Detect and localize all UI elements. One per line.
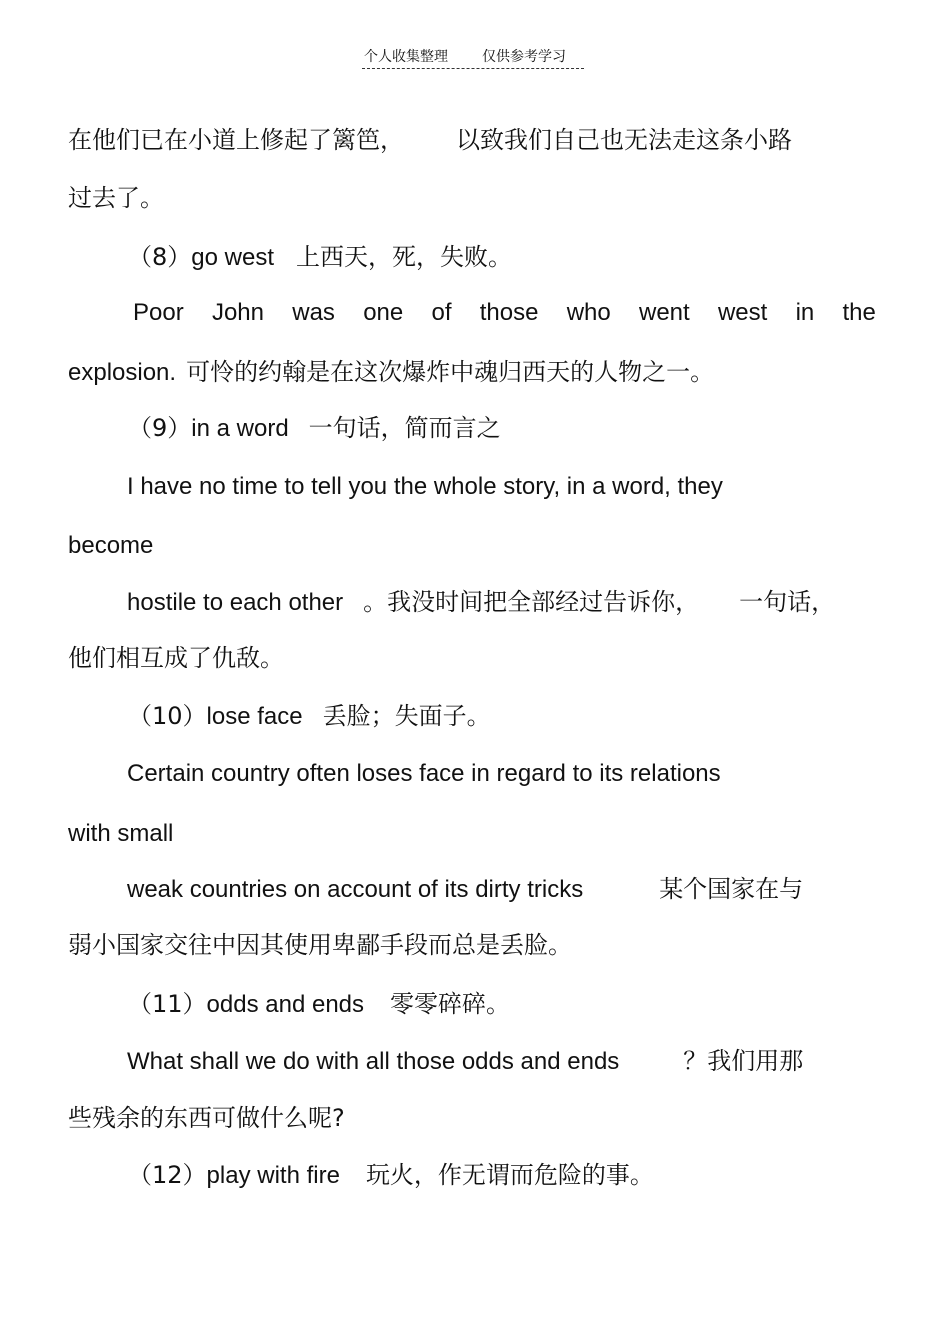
- text-segment: 过去了。: [68, 184, 164, 212]
- word: John: [211, 299, 264, 326]
- example-line: [68, 357, 714, 388]
- entry-number: （10）: [128, 702, 207, 730]
- word: who: [566, 299, 611, 326]
- word: west: [717, 299, 768, 326]
- text-segment: 某个国家在与: [659, 875, 804, 903]
- example-line: [127, 874, 803, 905]
- text-segment: 他们相互成了仇敌。: [68, 644, 284, 672]
- example-line: [68, 643, 284, 673]
- text-segment: 以致我们自己也无法走这条小路: [456, 126, 792, 154]
- entry-meaning: 上西天，死，失败。: [296, 243, 512, 271]
- text-segment: ？我们用那: [683, 1047, 804, 1075]
- text-segment: 在他们已在小道上修起了篱笆，: [68, 126, 404, 154]
- text-segment: with small: [68, 820, 174, 847]
- text-segment: explosion.: [68, 359, 177, 386]
- text-segment: become: [68, 532, 154, 559]
- entry-phrase: odds and ends: [206, 991, 365, 1018]
- entry-meaning: 零零碎碎。: [390, 990, 511, 1018]
- example-line-justified: [133, 298, 876, 328]
- entry-heading-9: [128, 413, 501, 444]
- entry-meaning: 丢脸；失面子。: [322, 702, 491, 730]
- entry-number: （11）: [128, 990, 207, 1018]
- entry-phrase: play with fire: [206, 1162, 340, 1189]
- entry-number: （12）: [128, 1161, 207, 1189]
- paragraph-line: [68, 125, 792, 155]
- paragraph-line: [68, 183, 164, 213]
- page-header: [362, 46, 584, 69]
- text-segment: I have no time to tell you the whole story, in a word, they: [127, 473, 723, 500]
- text-segment: 些残余的东西可做什么呢?: [68, 1104, 345, 1132]
- word: went: [639, 299, 690, 326]
- text-segment: Certain country often loses face in regard to its relations: [127, 760, 721, 787]
- header-left-text: 个人收集整理: [364, 49, 448, 65]
- word: of: [431, 299, 452, 326]
- word: the: [842, 299, 876, 326]
- example-line: [127, 759, 721, 789]
- word: Poor: [133, 299, 184, 326]
- text-segment: 。我没时间把全部经过告诉你，: [363, 588, 700, 616]
- text-segment: 弱小国家交往中因其使用卑鄙手段而总是丢脸。: [68, 931, 572, 959]
- word: one: [363, 299, 404, 326]
- entry-phrase: go west: [191, 244, 274, 271]
- word: was: [292, 299, 335, 326]
- entry-heading-11: [128, 989, 510, 1020]
- example-line: [68, 1103, 345, 1133]
- entry-number: （9）: [128, 414, 192, 442]
- text-segment: weak countries on account of its dirty tricks: [127, 876, 584, 903]
- example-line: [68, 819, 173, 849]
- example-line: [68, 531, 153, 561]
- word: in: [795, 299, 815, 326]
- word: those: [479, 299, 539, 326]
- example-line: [127, 1046, 803, 1077]
- entry-heading-12: [128, 1160, 654, 1191]
- text-segment: hostile to each other: [127, 589, 344, 616]
- header-right-text: 仅供参考学习: [482, 49, 566, 65]
- text-segment: 可怜的约翰是在这次爆炸中魂归西天的人物之一。: [186, 358, 715, 386]
- entry-meaning: 玩火，作无谓而危险的事。: [365, 1161, 654, 1189]
- entry-heading-8: [128, 242, 512, 273]
- entry-number: （8）: [128, 243, 192, 271]
- example-line: [127, 472, 723, 502]
- entry-heading-10: [128, 701, 491, 732]
- text-segment: 一句话，: [739, 588, 836, 616]
- entry-meaning: 一句话，简而言之: [308, 414, 501, 442]
- text-segment: What shall we do with all those odds and ends: [127, 1048, 620, 1075]
- example-line: [68, 930, 572, 960]
- entry-phrase: in a word: [191, 415, 289, 442]
- entry-phrase: lose face: [206, 703, 303, 730]
- example-line: [127, 587, 835, 618]
